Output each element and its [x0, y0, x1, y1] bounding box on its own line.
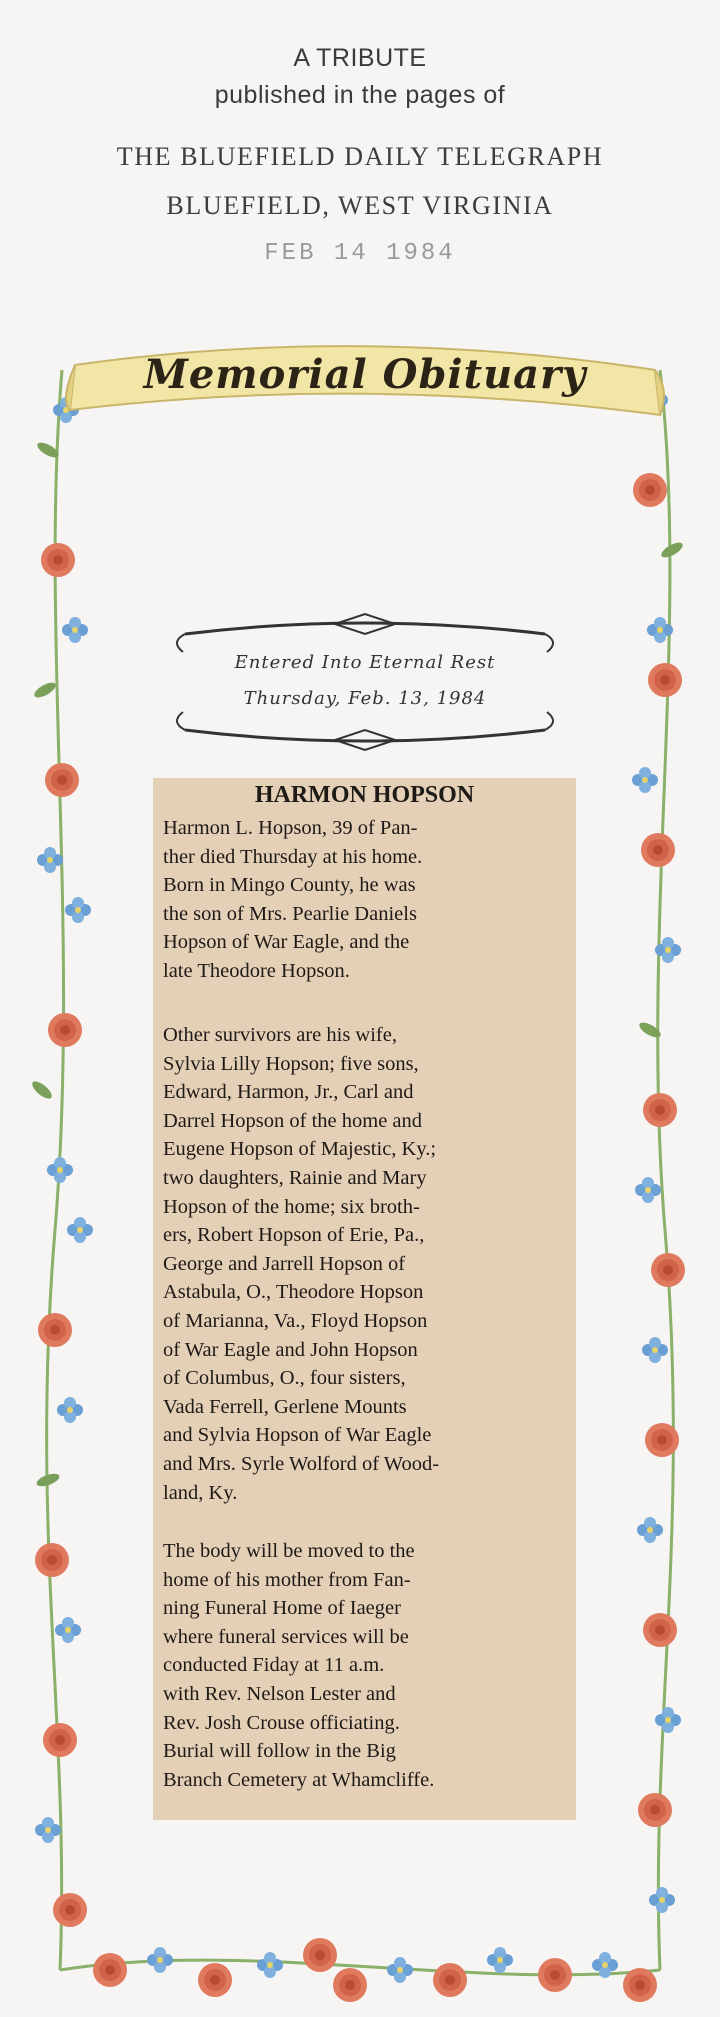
survivors-paragraph: Other survivors are his wife, Sylvia Lilly Hopson; five sons, Edward, Harmon, Jr., Carl and Darrel Hopson of the home and Eugene Hopson of Majestic, Ky.; two daughters, Rainie and Mary Hopson of the home; six broth- ers, Robert Hopson of Erie, Pa., George and Jarrell Hopson of Astabula, O., Theodore Hopson of Marianna, Va., Floyd Hopson of War Eagle and John Hopson of Columbus, O., four sisters, Vada Ferrell, Gerlene Mounts and Sylvia Hopson of War Eagle and Mrs. Syrle Wolford of Wood- land, Ky. [163, 1024, 440, 1504]
services-paragraph: The body will be moved to the home of his mother from Fan- ning Funeral Home of Iaeger where funeral services will be conducted Fiday at 11 a.m. with Rev. Nelson Lester and Rev. Josh Crouse officiating. Burial will follow in the Big Branch Cemetery at Whamcliffe. [163, 1540, 435, 1791]
left-flowers [30, 397, 93, 1927]
newspaper-city: BLUEFIELD, WEST VIRGINIA [166, 191, 554, 220]
deceased-name: HARMON HOPSON [254, 782, 475, 808]
banner-title: Memorial Obituary [143, 351, 587, 398]
date-stamp: FEB 14 1984 [264, 240, 456, 267]
eternal-rest-line: Entered Into Eternal Rest [234, 652, 496, 673]
death-date-line: Thursday, Feb. 13, 1984 [243, 688, 487, 709]
eternal-rest-plaque [165, 612, 565, 762]
obituary-clipping [153, 778, 576, 1820]
plaque-ornament [165, 612, 565, 762]
published-line: published in the pages of [214, 81, 506, 109]
right-flowers [632, 387, 685, 1913]
memorial-banner [60, 330, 670, 430]
bottom-flowers [93, 1938, 657, 2002]
obituary-paragraph: Harmon L. Hopson, 39 of Pan- ther died Thursday at his home. Born in Mingo County, he was the son of Mrs. Pearlie Daniels Hopson of War Eagle, and the late Theodore Hopson. [163, 817, 423, 982]
tribute-title: A TRIBUTE [293, 44, 427, 72]
newspaper-name: THE BLUEFIELD DAILY TELEGRAPH [116, 142, 604, 171]
